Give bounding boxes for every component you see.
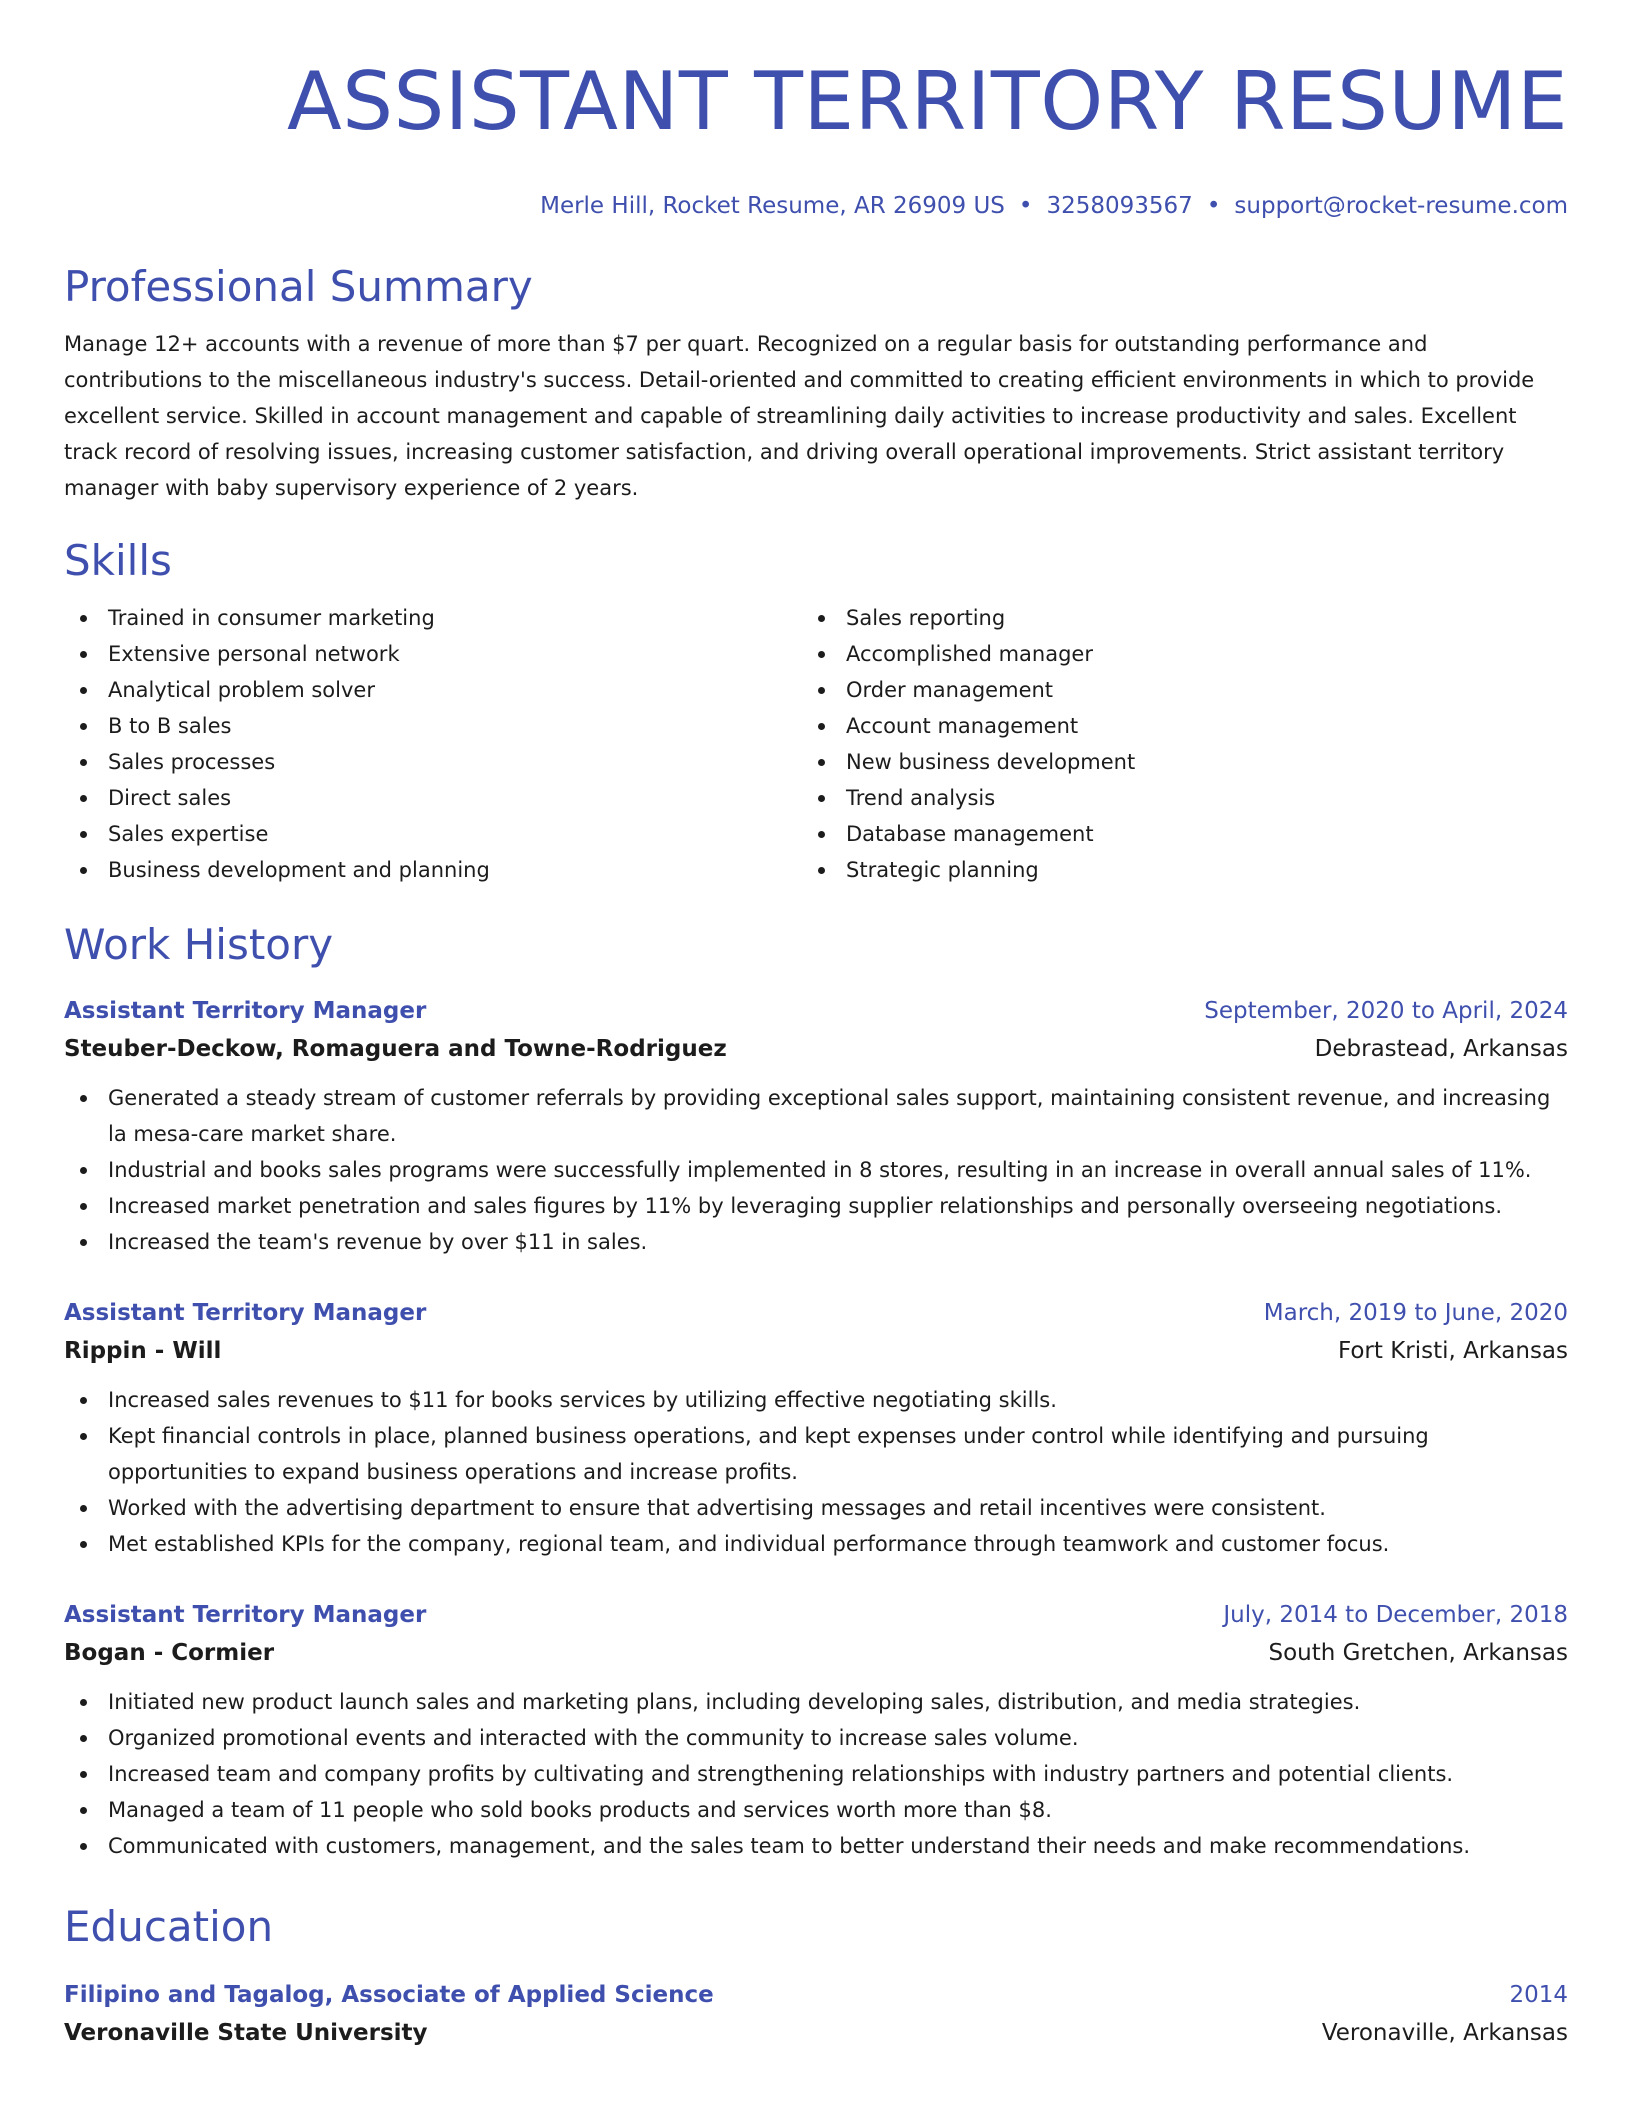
- job-bullets: [64, 1382, 1568, 1562]
- education-degree: Filipino and Tagalog, Associate of Applied Science: [64, 1982, 714, 2008]
- job-bullet: Worked with the advertising department to ensure that advertising messages and retail incentives were consistent.: [64, 1490, 1568, 1526]
- skills-column-left: [64, 600, 802, 888]
- skill-item: Strategic planning: [802, 852, 1540, 888]
- skill-item: B to B sales: [64, 708, 802, 744]
- skill-item: Accomplished manager: [802, 636, 1540, 672]
- skill-item: Analytical problem solver: [64, 672, 802, 708]
- job-title: Assistant Territory Manager: [64, 1602, 427, 1628]
- job-bullet: Increased team and company profits by cultivating and strengthening relationships with industry partners and potential clients.: [64, 1756, 1568, 1792]
- skill-item: Sales processes: [64, 744, 802, 780]
- job-title: Assistant Territory Manager: [64, 1300, 427, 1326]
- skill-item: Database management: [802, 816, 1540, 852]
- skill-item: Order management: [802, 672, 1540, 708]
- contact-separator: •: [1018, 193, 1033, 219]
- skill-item: Trend analysis: [802, 780, 1540, 816]
- job-bullet: Met established KPIs for the company, regional team, and individual performance through teamwork and customer focus.: [64, 1526, 1568, 1562]
- job-dates: September, 2020 to April, 2024: [1204, 998, 1568, 1024]
- skills-grid: [64, 600, 1568, 888]
- job-company: Rippin - Will: [64, 1338, 222, 1364]
- job-header-row: [64, 1596, 1568, 1634]
- job-company-row: [64, 1634, 1568, 1672]
- job-location: Fort Kristi, Arkansas: [1337, 1338, 1568, 1364]
- job-location: South Gretchen, Arkansas: [1268, 1640, 1568, 1666]
- skill-item: Sales reporting: [802, 600, 1540, 636]
- skill-item: Direct sales: [64, 780, 802, 816]
- education-year: 2014: [1509, 1982, 1568, 2008]
- job-location: Debrastead, Arkansas: [1314, 1036, 1568, 1062]
- education-location: Veronaville, Arkansas: [1321, 2020, 1568, 2046]
- education-header-row: [64, 1976, 1568, 2014]
- contact-email: support@rocket-resume.com: [1234, 193, 1568, 219]
- education-entry: [64, 1976, 1568, 2052]
- job-bullet: Initiated new product launch sales and marketing plans, including developing sales, distribution, and media strategies.: [64, 1684, 1568, 1720]
- summary-text: Manage 12+ accounts with a revenue of more than $7 per quart. Recognized on a regular basis for outstanding performance and contributions to the miscellaneous industry's success. Detail-oriented and committed to creating efficient environments in which to provide excellent service. Skilled in account management and capable of streamlining daily activities to increase productivity and sales. Excellent track record of resolving issues, increasing customer satisfaction, and driving overall operational improvements. Strict assistant territory manager with baby supervisory experience of 2 years.: [64, 332, 1535, 500]
- job-bullet: Increased the team's revenue by over $11 in sales.: [64, 1224, 1568, 1260]
- education-school: Veronaville State University: [64, 2020, 428, 2046]
- job-entry: [64, 992, 1568, 1260]
- education-heading: Education: [64, 1902, 274, 1951]
- job-entry: [64, 1294, 1568, 1562]
- skill-item: Sales expertise: [64, 816, 802, 852]
- contact-separator: •: [1206, 193, 1221, 219]
- job-bullet: Organized promotional events and interacted with the community to increase sales volume.: [64, 1720, 1568, 1756]
- job-title: Assistant Territory Manager: [64, 998, 427, 1024]
- job-bullet: Generated a steady stream of customer referrals by providing exceptional sales support, maintaining consistent revenue, and increasing la mesa-care market share.: [64, 1080, 1568, 1152]
- job-bullet: Communicated with customers, management, and the sales team to better understand their needs and make recommendations.: [64, 1828, 1568, 1864]
- job-company: Bogan - Cormier: [64, 1640, 275, 1666]
- skills-column-right: [802, 600, 1540, 888]
- job-header-row: [64, 992, 1568, 1030]
- job-bullet: Industrial and books sales programs were successfully implemented in 8 stores, resulting in an increase in overall annual sales of 11%.: [64, 1152, 1568, 1188]
- skill-item: Business development and planning: [64, 852, 802, 888]
- job-bullet: Managed a team of 11 people who sold books products and services worth more than $8.: [64, 1792, 1568, 1828]
- skills-heading: Skills: [64, 536, 172, 585]
- job-bullets: [64, 1080, 1568, 1260]
- job-bullet: Increased market penetration and sales figures by 11% by leveraging supplier relationships and personally overseeing negotiations.: [64, 1188, 1568, 1224]
- contact-address: Merle Hill, Rocket Resume, AR 26909 US: [540, 193, 1005, 219]
- skill-item: Account management: [802, 708, 1540, 744]
- education-school-row: [64, 2014, 1568, 2052]
- job-header-row: [64, 1294, 1568, 1332]
- contact-phone: 3258093567: [1046, 193, 1193, 219]
- job-company: Steuber-Deckow, Romaguera and Towne-Rodriguez: [64, 1036, 727, 1062]
- job-bullet: Kept financial controls in place, planned business operations, and kept expenses under control while identifying and pursuing opportunities to expand business operations and increase profits.: [64, 1418, 1568, 1490]
- job-dates: July, 2014 to December, 2018: [1223, 1602, 1568, 1628]
- job-dates: March, 2019 to June, 2020: [1263, 1300, 1568, 1326]
- job-bullet: Increased sales revenues to $11 for books services by utilizing effective negotiating skills.: [64, 1382, 1568, 1418]
- contact-line: [64, 190, 1568, 222]
- job-company-row: [64, 1332, 1568, 1370]
- resume-title: ASSISTANT TERRITORY RESUME: [286, 55, 1568, 148]
- skill-item: New business development: [802, 744, 1540, 780]
- job-bullets: [64, 1684, 1568, 1864]
- work-history-heading: Work History: [64, 920, 334, 969]
- skill-item: Extensive personal network: [64, 636, 802, 672]
- job-company-row: [64, 1030, 1568, 1068]
- job-entry: [64, 1596, 1568, 1864]
- summary-heading: Professional Summary: [64, 262, 533, 311]
- skill-item: Trained in consumer marketing: [64, 600, 802, 636]
